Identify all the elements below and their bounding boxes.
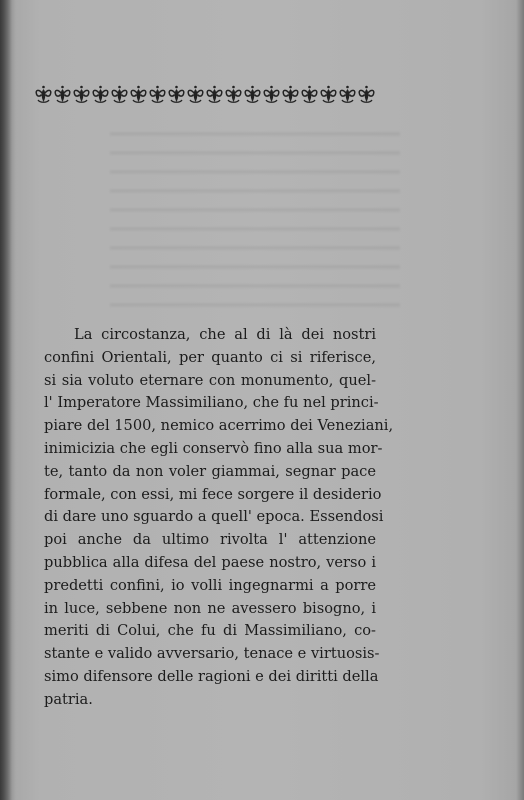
text-line: simo difensore delle ragioni e dei diritti della	[44, 667, 379, 685]
ornament-motif	[321, 86, 336, 103]
ornament-motif	[283, 86, 298, 103]
ornament-motif	[55, 86, 70, 103]
ornament-motif	[36, 86, 51, 103]
text-line: patria.	[44, 690, 93, 708]
text-line: predetti confini, io volli ingegnarmi a porre	[44, 576, 376, 594]
text-line: si sia voluto eternare con monumento, quel-	[44, 371, 376, 389]
text-line: inimicizia che egli conservò fino alla sua mor-	[44, 439, 383, 457]
text-line: l' Imperatore Massimiliano, che fu nel princi-	[44, 394, 379, 412]
text-line: confini Orientali, per quanto ci si riferisce,	[44, 348, 376, 366]
ornament-motif	[302, 86, 317, 103]
ornament-motif	[207, 86, 222, 103]
ornament-motif	[340, 86, 355, 103]
text-line: di dare uno sguardo a quell' epoca. Essendosi	[44, 508, 384, 526]
spine-shadow	[0, 0, 12, 800]
ornament-motif	[359, 86, 374, 103]
show-through-text	[110, 118, 400, 318]
text-line: piare del 1500, nemico acerrimo dei Veneziani,	[44, 417, 394, 435]
text-line: stante e valido avversario, tenace e virtuosis-	[44, 645, 380, 663]
ornament-motif	[112, 86, 127, 103]
ornament-motif	[93, 86, 108, 103]
ornament-motif	[188, 86, 203, 103]
text-line: formale, con essi, mi fece sorgere il desiderio	[44, 485, 382, 503]
text-line: te, tanto da non voler giammai, segnar pace	[44, 462, 376, 480]
text-line: poi anche da ultimo rivolta l' attenzione	[44, 531, 376, 549]
ornament-motif	[169, 86, 184, 103]
text-line: in luce, sebbene non ne avessero bisogno, i	[44, 599, 376, 617]
text-line: pubblica alla difesa del paese nostro, verso i	[44, 553, 376, 571]
text-line: La circostanza, che al di là dei nostri	[74, 326, 376, 343]
ornament-motif	[74, 86, 89, 103]
floral-headpiece-icon	[34, 84, 376, 106]
body-paragraph	[44, 324, 394, 712]
ornament-motif	[245, 86, 260, 103]
ornament-motif	[264, 86, 279, 103]
text-line: meriti di Colui, che fu di Massimiliano, co-	[44, 622, 376, 640]
ornament-motif	[150, 86, 165, 103]
ornament-motif	[131, 86, 146, 103]
ornament-motif	[226, 86, 241, 103]
